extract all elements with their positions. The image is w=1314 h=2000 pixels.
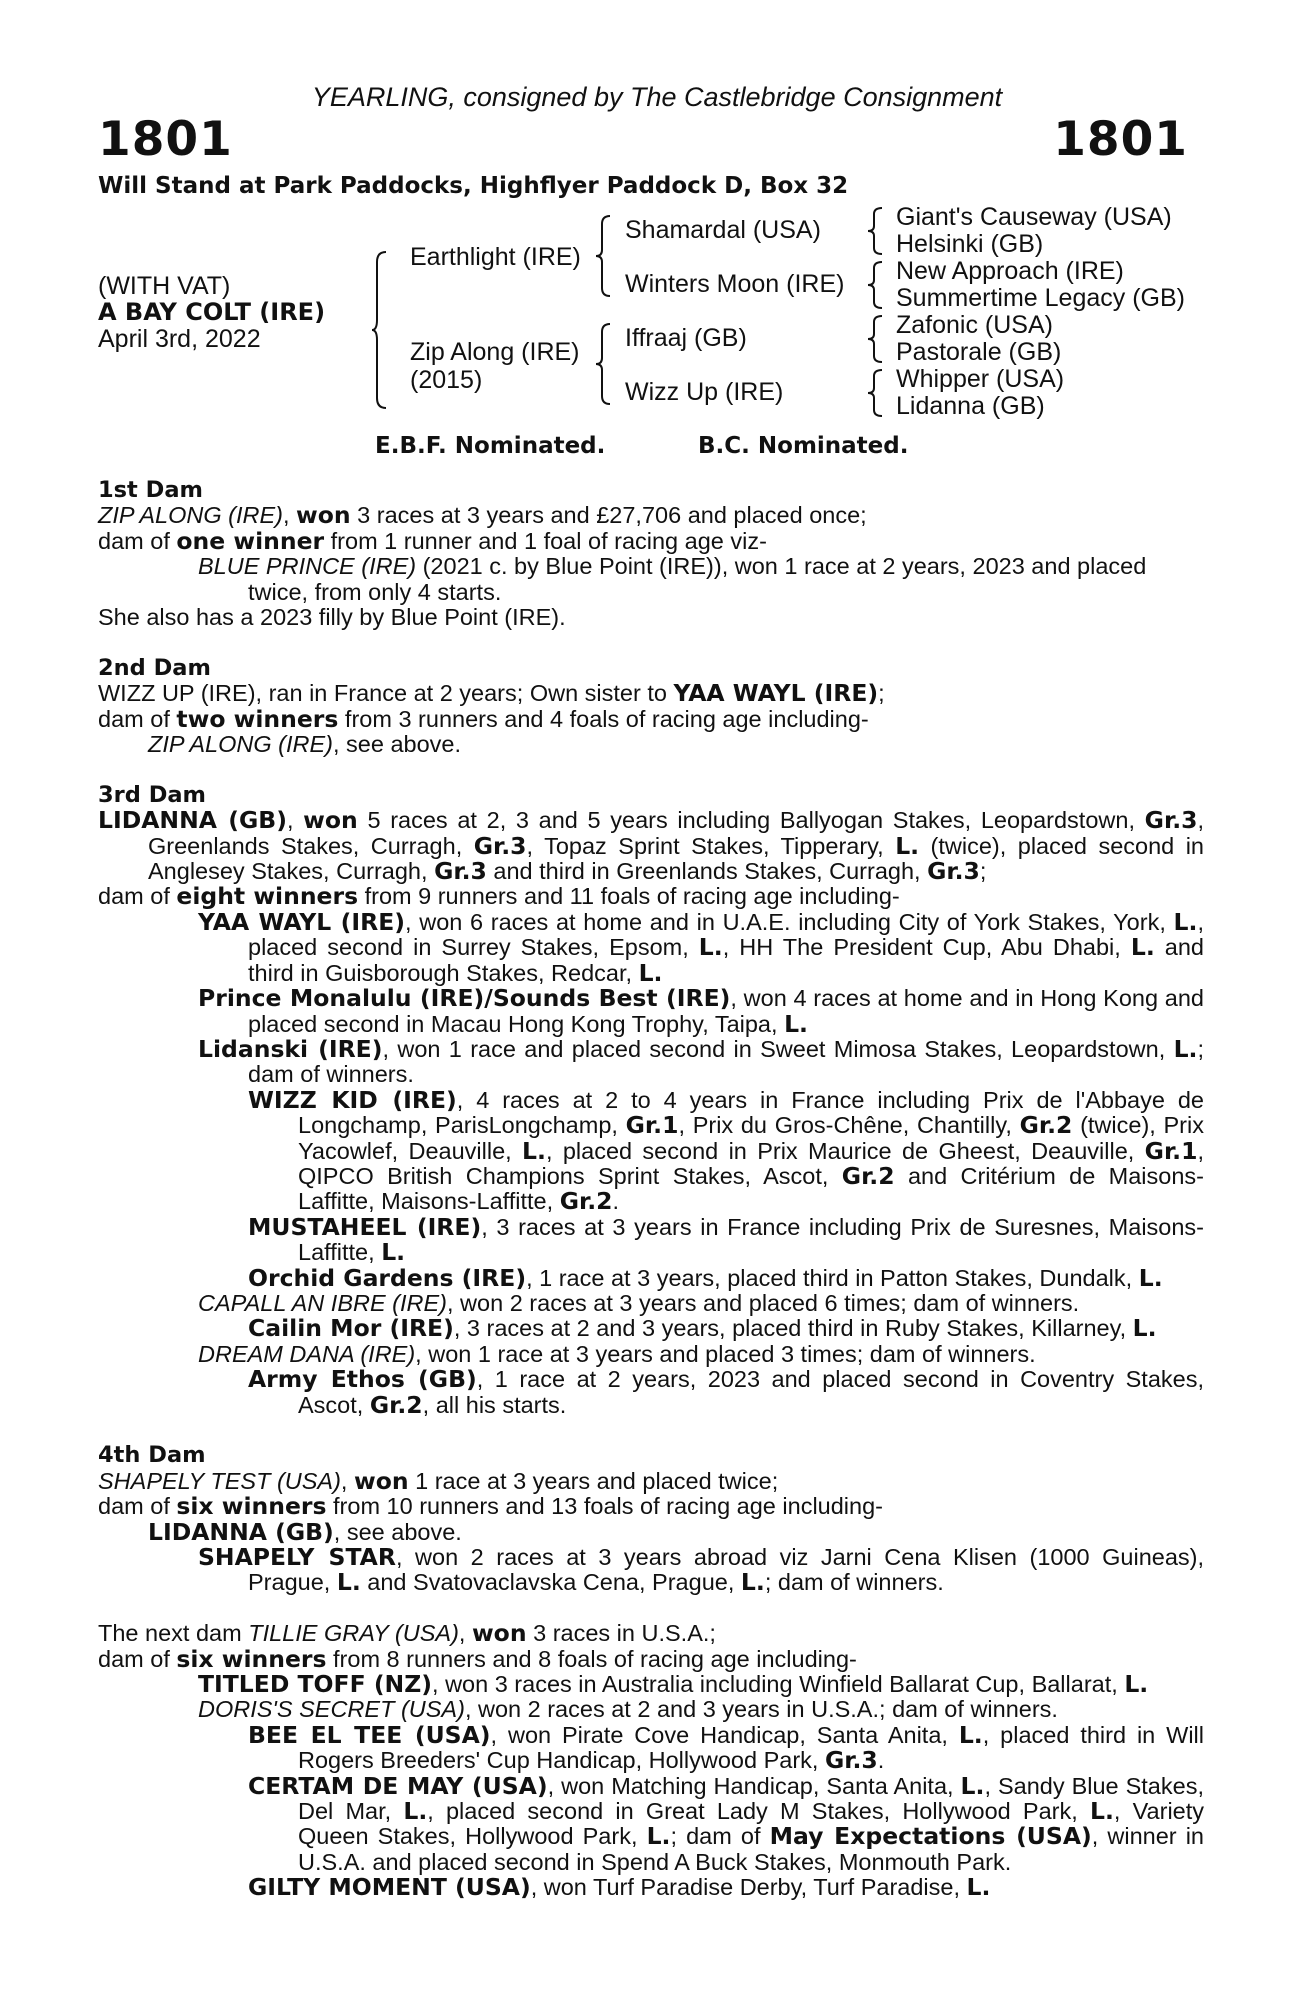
text: , Prix du Gros-Chêne, Chantilly, (678, 1112, 1020, 1139)
text: ; (979, 858, 987, 885)
consignor-line: YEARLING, consigned by The Castlebridge Consignment (311, 82, 1003, 112)
spacer (0, 630, 1314, 655)
second-dam-produce (98, 732, 1204, 757)
third-dam-produce-summary (98, 884, 1204, 909)
produce-name: May Expectations (USA) (769, 1822, 1092, 1851)
produce-yaa-wayl (98, 907, 1204, 987)
fourth-dam-section (0, 1443, 1314, 1595)
text: , placed second in Prix Maurice de Gheest, Deauville, (545, 1137, 1145, 1164)
winners-count: six winners (176, 1492, 327, 1521)
sire-sire-dam: Helsinki (GB) (896, 230, 1044, 258)
third-dam-record (98, 808, 1204, 884)
grade-label: Gr.3 (824, 1746, 878, 1775)
dam-name: Zip Along (IRE) (410, 338, 580, 366)
text: , won 2 races at 3 years and placed 6 times; dam of winners. (447, 1289, 1080, 1316)
produce-titled-toff (98, 1672, 1204, 1697)
third-dam-heading: 3rd Dam (98, 781, 206, 808)
produce-name: GILTY MOMENT (USA) (248, 1873, 531, 1902)
text: ; dam of (670, 1823, 770, 1850)
next-dam-line-2 (98, 1644, 1204, 1673)
text: dam of (98, 527, 177, 554)
produce-name: BLUE PRINCE (IRE) (198, 553, 417, 580)
produce-name: ZIP ALONG (IRE) (148, 731, 333, 758)
first-dam-line-4: She also has a 2023 filly by Blue Point (IRE). (98, 604, 566, 631)
text: , Variety Queen Stakes, Hollywood Park, (298, 1798, 1205, 1850)
text: , 1 race at 3 years, placed third in Patton Stakes, Dundalk, (526, 1264, 1139, 1291)
second-dam-section (0, 656, 1314, 758)
sire-dam: Winters Moon (IRE) (625, 270, 845, 298)
text: from 3 runners and 4 foals of racing age including- (338, 705, 869, 732)
text: , 3 races at 3 years in France including Prix de Suresnes, Maisons-Laffitte, (298, 1213, 1204, 1266)
produce-name: DORIS'S SECRET (USA) (198, 1696, 465, 1723)
won-label: won (296, 501, 351, 530)
produce-name: Orchid Gardens (IRE) (248, 1263, 527, 1292)
first-dam-section (0, 478, 1314, 630)
text: dam of (98, 883, 177, 910)
text: , see above. (332, 731, 462, 758)
text: from 10 runners and 13 foals of racing age including- (326, 1493, 883, 1520)
lot-number-right: 1801 (1053, 112, 1188, 167)
listed-label: L. (1130, 933, 1155, 962)
produce-name: Army Ethos (GB) (248, 1365, 477, 1394)
dam-year: (2015) (410, 366, 483, 394)
next-dam-line-1 (98, 1621, 1204, 1646)
dam-name: ZIP ALONG (IRE) (98, 502, 283, 529)
bracket-ds (868, 314, 884, 364)
text: , 1 race at 2 years, 2023 and placed second in Coventry Stakes, Ascot, (298, 1366, 1204, 1418)
produce-name: YAA WAYL (IRE) (198, 907, 405, 936)
spacer (0, 1418, 1314, 1443)
first-dam-produce (98, 554, 1204, 605)
produce-name: Cailin Mor (IRE) (248, 1314, 454, 1343)
dam-name: SHAPELY TEST (USA) (98, 1467, 341, 1494)
listed-label: L. (698, 933, 723, 962)
text: ; dam of winners. (248, 1035, 1204, 1088)
bracket-sd (868, 260, 884, 310)
listed-label: L. (381, 1238, 406, 1267)
text: , placed second in Surrey Stakes, Epsom, (248, 908, 1204, 961)
listed-label: L. (895, 831, 920, 860)
listed-label: L. (638, 958, 663, 987)
text: (twice), Prix Yacowlef, Deauville, (298, 1112, 1204, 1164)
text: (2021 c. by Blue Point (IRE)), won 1 race at 2 years, 2023 and placed twice, from only 4 starts. (248, 553, 1147, 605)
text: 3 races in U.S.A.; (526, 1620, 716, 1647)
listed-label: L. (740, 1568, 765, 1597)
text: , see above. (333, 1518, 462, 1545)
produce-cailin-mor (98, 1316, 1204, 1341)
text: , (286, 807, 304, 834)
text: 3 races at 3 years and £27,706 and placed once; (350, 502, 867, 529)
grade-label: Gr.3 (473, 831, 527, 860)
text: , won Pirate Cove Handicap, Santa Anita, (490, 1721, 959, 1748)
grade-label: Gr.3 (434, 857, 487, 886)
text: , (458, 1620, 472, 1647)
produce-mustaheel (98, 1212, 1204, 1267)
text: 5 races at 2, 3 and 5 years including Ballyogan Stakes, Leopardstown, (357, 807, 1145, 834)
listed-label: L. (1124, 1670, 1149, 1699)
text: and Svatovaclavska Cena, Prague, (360, 1569, 741, 1596)
dam-dam-sire: Whipper (USA) (896, 365, 1065, 393)
second-dam-line-2 (98, 704, 1204, 733)
text: and Critérium de Maisons-Laffitte, Maisons-Laffitte, (298, 1162, 1204, 1215)
bracket-ss (868, 206, 884, 256)
winners-count: six winners (176, 1644, 327, 1673)
produce-name: Lidanski (IRE) (198, 1034, 383, 1063)
ebf-nomination: E.B.F. Nominated. (375, 433, 606, 459)
text: , won 2 races at 3 years abroad viz Jarni Cena Klisen (1000 Guineas), Prague, (248, 1544, 1205, 1596)
text: from 9 runners and 11 foals of racing age including- (358, 883, 900, 910)
text: , QIPCO British Champions Sprint Stakes, Ascot, (298, 1137, 1204, 1189)
listed-label: L. (960, 1771, 985, 1800)
third-dam-section (0, 783, 1314, 1418)
text: from 8 runners and 8 foals of racing age including- (326, 1645, 857, 1672)
produce-name: LIDANNA (GB) (148, 1517, 334, 1546)
produce-prince-monalulu (98, 986, 1204, 1037)
bc-nomination: B.C. Nominated. (698, 433, 909, 459)
text: , won 1 race at 3 years and placed 3 times; dam of winners. (415, 1340, 1036, 1367)
dam-sire-sire: Zafonic (USA) (896, 311, 1053, 339)
sire-sire-sire: Giant's Causeway (USA) (896, 203, 1172, 231)
text: , placed third in Will Rogers Breeders' Cup Handicap, Hollywood Park, (298, 1721, 1204, 1774)
winners-count: two winners (176, 704, 339, 733)
horse-dob: April 3rd, 2022 (98, 325, 261, 353)
produce-name: TITLED TOFF (NZ) (198, 1670, 433, 1699)
listed-label: L. (966, 1873, 991, 1902)
listed-label: L. (646, 1822, 671, 1851)
text: and third in Greenlands Stakes, Curragh, (486, 858, 928, 885)
next-dam-section (0, 1621, 1314, 1900)
grade-label: Gr.1 (1144, 1136, 1198, 1165)
text: ; (878, 680, 885, 707)
listed-label: L. (1138, 1263, 1163, 1292)
listed-label: L. (1173, 1034, 1198, 1063)
produce-dream-dana (98, 1342, 1204, 1367)
produce-name: WIZZ KID (IRE) (248, 1085, 457, 1114)
listed-label: L. (1132, 1314, 1157, 1343)
text: , HH The President Cup, Abu Dhabi, (722, 934, 1131, 961)
produce-lidanna (98, 1517, 1204, 1546)
produce-orchid-gardens (98, 1263, 1204, 1292)
grade-label: Gr.3 (1144, 806, 1198, 835)
produce-capall-an-ibre (98, 1291, 1204, 1316)
dam-name: LIDANNA (GB) (98, 806, 287, 835)
text: , 3 races at 2 and 3 years, placed third in Ruby Stakes, Killarney, (453, 1315, 1133, 1342)
text: The next dam (98, 1620, 249, 1647)
dam-dam-dam: Lidanna (GB) (896, 392, 1045, 420)
text: , placed second in Great Lady M Stakes, Hollywood Park, (427, 1798, 1090, 1825)
listed-label: L. (1173, 907, 1198, 936)
vat-note: (WITH VAT) (98, 272, 231, 300)
grade-label: Gr.3 (927, 857, 980, 886)
dam-sire: Iffraaj (GB) (625, 324, 747, 352)
horse-name: A BAY COLT (IRE) (98, 298, 326, 326)
spacer (0, 757, 1314, 782)
text: dam of (98, 705, 177, 732)
listed-label: L. (1089, 1797, 1114, 1826)
winners-count: one winner (176, 526, 325, 555)
first-dam-line-1 (98, 503, 1204, 528)
text: , Greenlands Stakes, Curragh, (148, 807, 1205, 859)
second-dam-line-1 (98, 681, 1204, 706)
produce-army-ethos (98, 1367, 1204, 1418)
fourth-dam-heading: 4th Dam (98, 1442, 206, 1469)
listed-label: L. (784, 1009, 808, 1038)
fourth-dam-line-1 (98, 1466, 1204, 1495)
grade-label: Gr.2 (841, 1161, 895, 1190)
text: . (612, 1188, 620, 1215)
second-dam-heading: 2nd Dam (98, 654, 211, 681)
produce-name: Prince Monalulu (IRE)/Sounds Best (IRE) (198, 984, 731, 1013)
text: , won 6 races at home and in U.A.E. including City of York Stakes, York, (405, 908, 1174, 935)
text: 1 race at 3 years and placed twice; (408, 1467, 779, 1494)
produce-gilty-moment (98, 1875, 1204, 1900)
produce-doris-secret (98, 1697, 1204, 1722)
text: (twice), placed second in Anglesey Stakes, Curragh, (148, 832, 1205, 885)
produce-certam-de-may (98, 1771, 1205, 1876)
text: , won Turf Paradise Derby, Turf Paradise, (530, 1874, 967, 1901)
sire-name: Earthlight (IRE) (410, 243, 581, 271)
text: , won Matching Handicap, Santa Anita, (547, 1772, 961, 1799)
grade-label: Gr.2 (559, 1187, 613, 1216)
lot-number-left: 1801 (98, 112, 233, 167)
text: , all his starts. (422, 1391, 567, 1418)
text: . (877, 1747, 885, 1774)
text: , won 1 race and placed second in Sweet Mimosa Stakes, Leopardstown, (382, 1035, 1174, 1062)
produce-bee-el-tee (98, 1720, 1204, 1775)
produce-name: MUSTAHEEL (IRE) (248, 1212, 482, 1241)
listed-label: L. (403, 1797, 428, 1826)
sire-dam-dam: Summertime Legacy (GB) (896, 284, 1185, 312)
bracket-dd (868, 368, 884, 418)
produce-shapely-star (98, 1545, 1204, 1596)
won-label: won (303, 806, 358, 835)
text: , winner in U.S.A. and placed second in Spend A Buck Stakes, Monmouth Park. (298, 1823, 1204, 1875)
won-label: won (471, 1619, 527, 1648)
bracket-dam (596, 322, 612, 406)
grade-label: Gr.2 (369, 1390, 423, 1419)
text: WIZZ UP (IRE), ran in France at 2 years; Own sister to (98, 680, 674, 707)
produce-name: CERTAM DE MAY (USA) (248, 1771, 548, 1800)
text: , won 3 races in Australia including Winfield Ballarat Cup, Ballarat, (432, 1671, 1125, 1698)
produce-name: CAPALL AN IBRE (IRE) (198, 1289, 447, 1316)
produce-name: BEE EL TEE (USA) (248, 1720, 491, 1749)
first-dam-line-2 (98, 526, 1204, 555)
sire-dam-sire: New Approach (IRE) (896, 257, 1124, 285)
text: , (282, 502, 297, 529)
produce-lidanski (98, 1034, 1204, 1088)
text: , Sandy Blue Stakes, Del Mar, (298, 1772, 1204, 1825)
fourth-dam-line-2 (98, 1494, 1204, 1519)
text: , won 4 races at home and in Hong Kong and placed second in Macau Hong Kong Trophy, Taipa, (248, 985, 1204, 1037)
text: dam of (98, 1645, 177, 1672)
stabling-location: Will Stand at Park Paddocks, Highflyer Paddock D, Box 32 (98, 173, 849, 199)
dam-name: TILLIE GRAY (USA) (248, 1620, 459, 1647)
listed-label: L. (958, 1720, 983, 1749)
sire-sire: Shamardal (USA) (625, 216, 821, 244)
listed-label: L. (522, 1136, 546, 1165)
dam-dam: Wizz Up (IRE) (625, 378, 784, 406)
produce-name: SHAPELY STAR (198, 1543, 396, 1572)
grade-label: Gr.1 (625, 1111, 679, 1140)
family-details (0, 478, 1314, 1901)
grade-label: Gr.2 (1019, 1111, 1073, 1140)
text: ; dam of winners. (764, 1569, 944, 1596)
text: , (340, 1467, 354, 1494)
winners-count: eight winners (176, 882, 359, 911)
spacer (0, 1596, 1314, 1621)
first-dam-heading: 1st Dam (98, 477, 203, 503)
bracket-main (372, 250, 388, 410)
produce-wizz-kid (98, 1085, 1204, 1216)
bracket-sire (596, 214, 612, 298)
text: from 1 runner and 1 foal of racing age viz- (324, 527, 767, 554)
text: , Topaz Sprint Stakes, Tipperary, (526, 832, 896, 859)
won-label: won (353, 1466, 409, 1495)
dam-sire-dam: Pastorale (GB) (896, 338, 1062, 366)
text: , won 2 races at 2 and 3 years in U.S.A.; dam of winners. (464, 1696, 1058, 1723)
text: dam of (98, 1493, 177, 1520)
listed-label: L. (336, 1568, 361, 1597)
produce-name: DREAM DANA (IRE) (198, 1340, 416, 1367)
text: , 4 races at 2 to 4 years in France including Prix de l'Abbaye de Longchamp, ParisLongchamp, (298, 1086, 1204, 1139)
text: and third in Guisborough Stakes, Redcar, (248, 934, 1204, 986)
relative-name: YAA WAYL (IRE) (673, 679, 879, 708)
